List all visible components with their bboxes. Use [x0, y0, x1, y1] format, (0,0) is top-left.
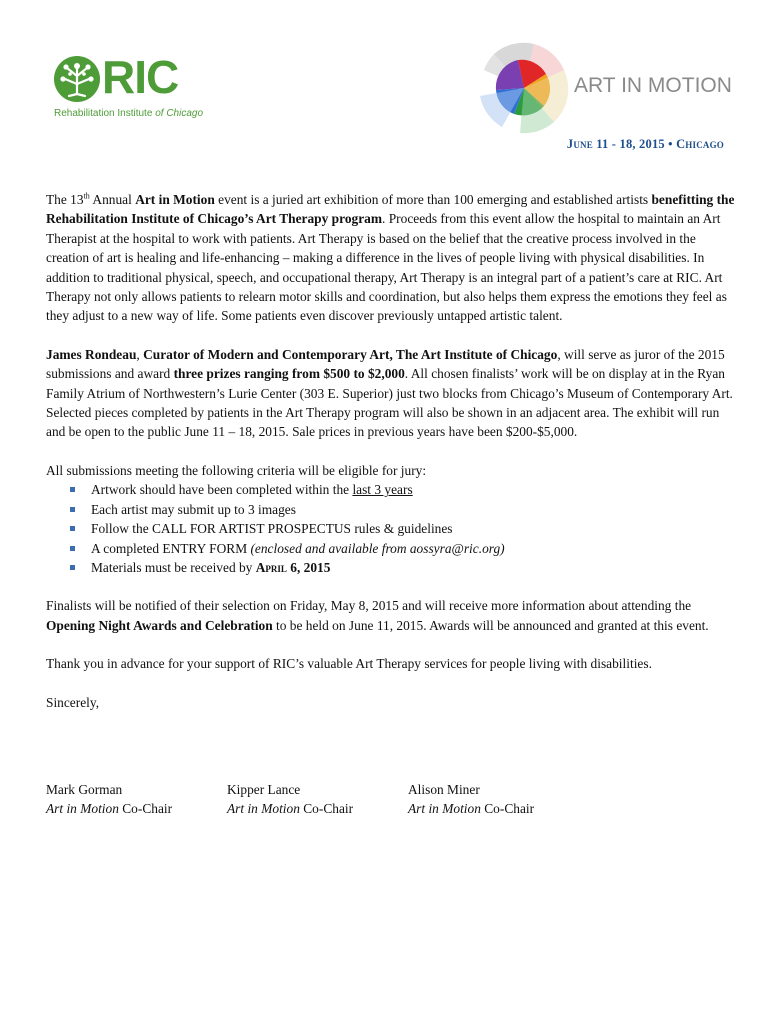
list-item: A completed ENTRY FORM (enclosed and available from aossyra@ric.org)	[70, 539, 736, 558]
square-bullet-icon	[70, 507, 75, 512]
list-item: Follow the CALL FOR ARTIST PROSPECTUS rules & guidelines	[70, 519, 736, 538]
criteria-list	[46, 480, 736, 577]
event-date-line: June 11 - 18, 2015 • Chicago	[566, 137, 724, 151]
thanks-paragraph: Thank you in advance for your support of RIC’s valuable Art Therapy services for people living with disabilities.	[46, 656, 652, 672]
ric-logo	[52, 51, 204, 124]
list-item: Artwork should have been completed within the last 3 years	[70, 480, 736, 499]
square-bullet-icon	[70, 546, 75, 551]
square-bullet-icon	[70, 487, 75, 492]
art-in-motion-logo	[478, 38, 732, 138]
art-in-motion-logo-text: ART IN MOTION	[574, 74, 732, 97]
signature-block	[46, 780, 736, 819]
finalists-paragraph: Finalists will be notified of their selection on Friday, May 8, 2015 and will receive more information about attending the Opening Night Awards and Celebration to be held on June 11, 2015. Awards will be announced and granted at this event.	[46, 598, 709, 633]
list-item: Each artist may submit up to 3 images	[70, 500, 736, 519]
signatory-role: Art in Motion Co-Chair	[408, 801, 535, 817]
signatory	[46, 780, 227, 819]
list-item: Materials must be received by April 6, 2015	[70, 558, 736, 577]
ric-logo-subtitle: Rehabilitation Institute of Chicago	[54, 108, 204, 119]
signatory	[408, 780, 589, 819]
criteria-intro: All submissions meeting the following criteria will be eligible for jury:	[46, 462, 427, 478]
letter-body	[46, 190, 736, 819]
signatory-role: Art in Motion Co-Chair	[227, 801, 354, 817]
signatory	[227, 780, 408, 819]
signatory-name: Mark Gorman	[46, 781, 123, 797]
closing-salutation: Sincerely,	[46, 694, 100, 710]
tree-of-life-icon	[52, 54, 102, 104]
square-bullet-icon	[70, 526, 75, 531]
signatory-name: Kipper Lance	[227, 781, 301, 797]
color-pinwheel-icon	[478, 38, 578, 138]
square-bullet-icon	[70, 565, 75, 570]
ric-logo-text: RIC	[102, 51, 179, 103]
signatory-role: Art in Motion Co-Chair	[46, 801, 173, 817]
intro-paragraph: The 13th Annual Art in Motion event is a juried art exhibition of more than 100 emerging and established artists benefitting the Rehabilitation Institute of Chicago’s Art Therapy program. Proceeds from this event allow the hospital to maintain an Art Therapist at the hospital to work with patients. Art Therapy is based on the belief that the creative process involved in the creation of art is healing and life-enhancing – making a difference in the lives of people living with physical disabilities. In addition to traditional physical, speech, and occupational therapy, Art Therapy is an integral part of a patient’s care at RIC. Art Therapy not only allows patients to relearn motor skills and coordination, but also helps them express the emotions they feel as they adjust to a new way of life. Some patients even discover previously untapped artistic talent.	[46, 191, 735, 324]
signatory-name: Alison Miner	[408, 781, 480, 797]
juror-paragraph: James Rondeau, Curator of Modern and Contemporary Art, The Art Institute of Chicago, will serve as juror of the 2015 submissions and award three prizes ranging from $500 to $2,000. All chosen finalists’ work will be on display at in the Ryan Family Atrium of Northwestern’s Lurie Center (303 E. Superior) just two blocks from Chicago’s Museum of Contemporary Art. Selected pieces completed by patients in the Art Therapy program will also be shown in an adjacent area. The exhibit will run and be open to the public June 11 – 18, 2015. Sale prices in previous years have been $200-$5,000.	[46, 346, 733, 440]
